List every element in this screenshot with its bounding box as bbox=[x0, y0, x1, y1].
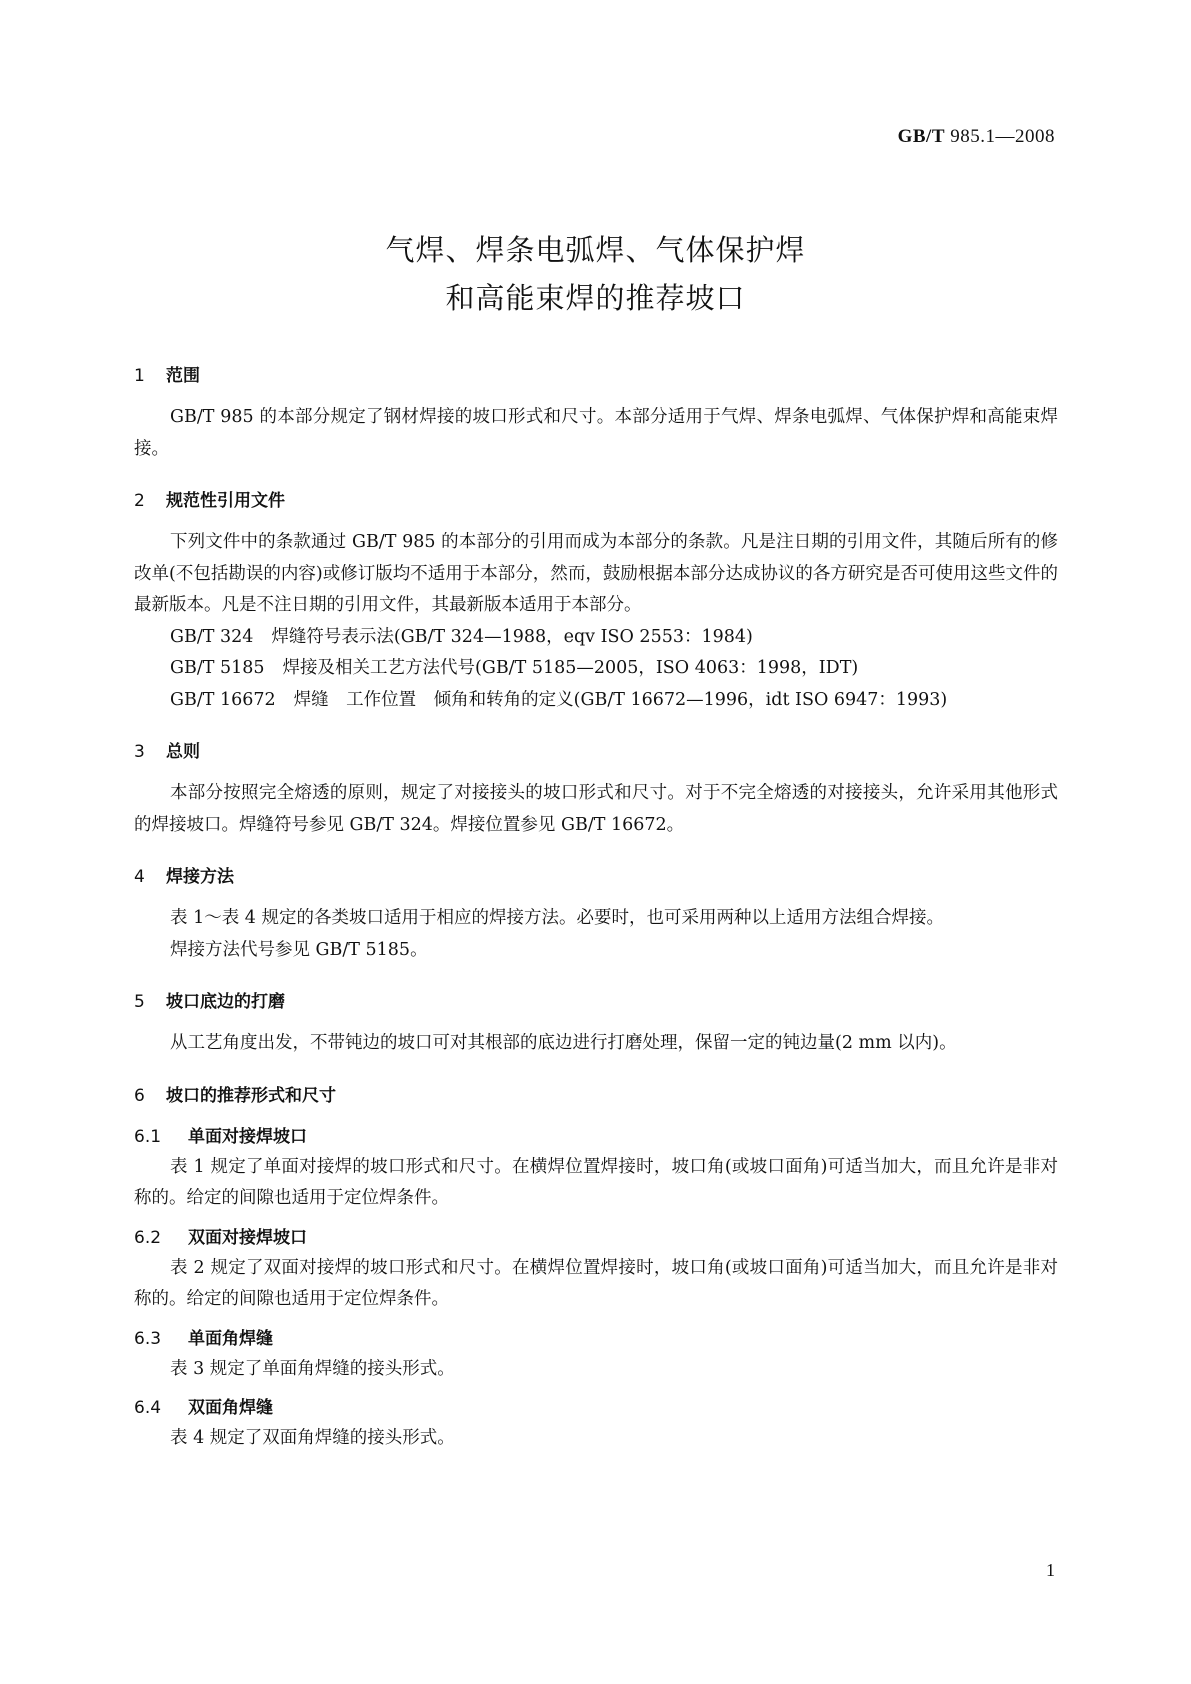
paragraph: 表 3 规定了单面角焊缝的接头形式。 bbox=[170, 1358, 455, 1379]
subsection-heading bbox=[134, 1223, 1058, 1253]
paragraph: 表 1～表 4 规定的各类坡口适用于相应的焊接方法。必要时，也可采用两种以上适用方法组合焊接。 bbox=[170, 908, 944, 928]
paragraph: 表 4 规定了双面角焊缝的接头形式。 bbox=[170, 1428, 455, 1448]
paragraph: 表 1 规定了单面对接焊的坡口形式和尺寸。在横焊位置焊接时，坡口角(或坡口面角)可适当加大，而且允许是非对称的。给定的间隙也适用于定位焊条件。 bbox=[134, 1156, 1058, 1208]
section-heading bbox=[134, 1082, 1058, 1110]
subsection-title: 双面角焊缝 bbox=[188, 1398, 273, 1418]
section-heading bbox=[134, 863, 1058, 891]
section-title: 总则 bbox=[166, 742, 200, 762]
subsection-title: 单面角焊缝 bbox=[188, 1328, 273, 1349]
section-heading bbox=[134, 487, 1058, 515]
reference-text: 焊接及相关工艺方法代号(GB/T 5185—2005，ISO 4063：1998，IDT) bbox=[282, 658, 859, 678]
section-number: 5 bbox=[134, 992, 145, 1012]
section-number: 6 bbox=[134, 1085, 145, 1106]
section-heading bbox=[134, 362, 1058, 390]
subsection-number: 6.4 bbox=[134, 1398, 162, 1418]
reference-code: GB/T 324 bbox=[170, 626, 254, 647]
section-number: 2 bbox=[134, 491, 145, 511]
subsection-number: 6.1 bbox=[134, 1126, 162, 1147]
paragraph: 焊接方法代号参见 GB/T 5185。 bbox=[170, 939, 428, 960]
section-title: 规范性引用文件 bbox=[166, 491, 285, 511]
subsection-heading bbox=[134, 1324, 1058, 1354]
section-number: 3 bbox=[134, 742, 145, 762]
document-title bbox=[0, 226, 1191, 322]
subsection-heading bbox=[134, 1122, 1058, 1152]
subsection-heading bbox=[134, 1393, 1058, 1423]
section-title: 坡口的推荐形式和尺寸 bbox=[166, 1085, 336, 1106]
reference-code: GB/T 16672 bbox=[170, 689, 276, 710]
title-line-1: 气焊、焊条电弧焊、气体保护焊 bbox=[385, 233, 806, 267]
standard-code-prefix: GB/T bbox=[897, 126, 945, 147]
reference-item bbox=[134, 685, 1058, 717]
section-title: 坡口底边的打磨 bbox=[166, 992, 285, 1012]
section-heading bbox=[134, 988, 1058, 1016]
paragraph: GB/T 985 的本部分规定了钢材焊接的坡口形式和尺寸。本部分适用于气焊、焊条电弧焊、气体保护焊和高能束焊接。 bbox=[134, 407, 1058, 459]
reference-text: 焊缝 工作位置 倾角和转角的定义(GB/T 16672—1996，idt ISO 6947：1993) bbox=[293, 689, 948, 710]
standard-code-number: 985.1—2008 bbox=[950, 126, 1055, 147]
reference-code: GB/T 5185 bbox=[170, 658, 265, 678]
document-body bbox=[134, 362, 1058, 1455]
section-number: 4 bbox=[134, 867, 145, 887]
reference-item bbox=[134, 653, 1058, 685]
reference-text: 焊缝符号表示法(GB/T 324—1988，eqv ISO 2553：1984) bbox=[271, 626, 753, 647]
page-number: 1 bbox=[1046, 1560, 1055, 1580]
subsection-title: 单面对接焊坡口 bbox=[188, 1126, 307, 1147]
section-title: 范围 bbox=[166, 366, 200, 386]
paragraph: 下列文件中的条款通过 GB/T 985 的本部分的引用而成为本部分的条款。凡是注日期的引用文件，其随后所有的修改单(不包括勘误的内容)或修订版均不适用于本部分，然而，鼓励根据本部分达成协议的各方研究是否可使用这些文件的最新版本。凡是不注日期的引用文件，其最新版本适用于本部分。 bbox=[134, 532, 1058, 615]
subsection-number: 6.2 bbox=[134, 1227, 162, 1248]
reference-item bbox=[134, 622, 1058, 654]
standard-code bbox=[898, 126, 1055, 148]
subsection-number: 6.3 bbox=[134, 1328, 162, 1349]
section-number: 1 bbox=[134, 366, 145, 386]
paragraph: 从工艺角度出发，不带钝边的坡口可对其根部的底边进行打磨处理，保留一定的钝边量(2 mm 以内)。 bbox=[170, 1033, 957, 1053]
paragraph: 本部分按照完全熔透的原则，规定了对接接头的坡口形式和尺寸。对于不完全熔透的对接接头，允许采用其他形式的焊接坡口。焊缝符号参见 GB/T 324。焊接位置参见 GB/T 16672。 bbox=[134, 783, 1058, 835]
subsection-title: 双面对接焊坡口 bbox=[188, 1227, 307, 1248]
title-line-2: 和高能束焊的推荐坡口 bbox=[445, 281, 746, 315]
paragraph: 表 2 规定了双面对接焊的坡口形式和尺寸。在横焊位置焊接时，坡口角(或坡口面角)可适当加大，而且允许是非对称的。给定的间隙也适用于定位焊条件。 bbox=[134, 1257, 1058, 1309]
section-title: 焊接方法 bbox=[166, 867, 234, 887]
section-heading bbox=[134, 738, 1058, 766]
